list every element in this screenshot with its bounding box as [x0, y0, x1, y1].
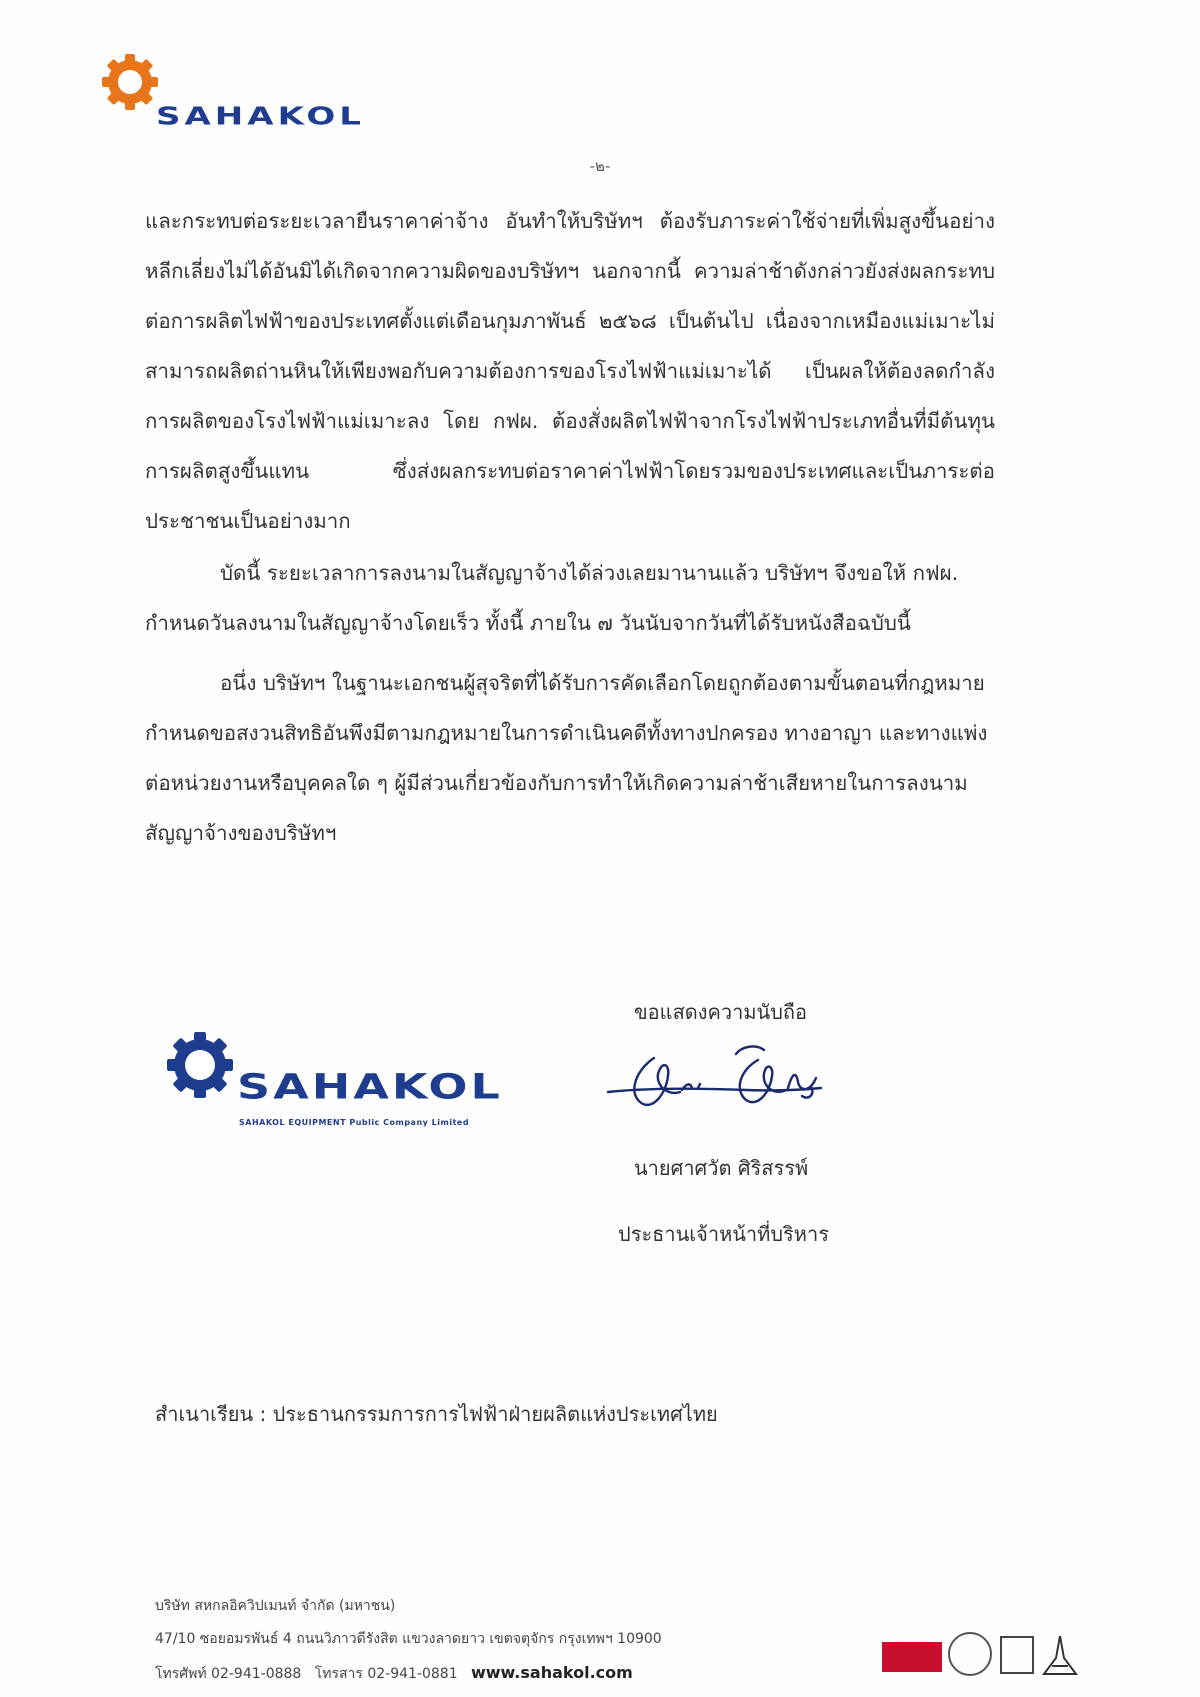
carbon-copy-line: สำเนาเรียน : ประธานกรรมการการไฟฟ้าฝ่ายผลิตแห่งประเทศไทย	[155, 1402, 718, 1426]
iso-cert-badge	[882, 1642, 942, 1672]
header-logo	[100, 52, 430, 142]
header-logo-text: SAHAKOL	[156, 102, 365, 131]
seal-logo-text: SAHAKOL	[237, 1066, 503, 1107]
tower-icon	[1042, 1634, 1078, 1676]
page-number: -๒-	[589, 157, 611, 175]
footer-company: บริษัท สหกลอิควิปเมนท์ จำกัด (มหาชน)	[155, 1598, 396, 1614]
body-paragraph-1: และกระทบต่อระยะเวลายืนราคาค่าจ้าง อันทำให้บริษัทฯ ต้องรับภาระค่าใช้จ่ายที่เพิ่มสูงขึ้นอย่างหลีกเลี่ยงไม่ได้อันมิได้เกิดจากความผิดของบริษัทฯ นอกจากนี้ ความล่าช้าดังกล่าวยังส่งผลกระทบต่อการผลิตไฟฟ้าของประเทศตั้งแต่เดือนกุมภาพันธ์ ๒๕๖๘ เป็นต้นไป เนื่องจากเหมืองแม่เมาะไม่สามารถผลิตถ่านหินให้เพียงพอกับความต้องการของโรงไฟฟ้าแม่เมาะได้ เป็นผลให้ต้องลดกำลังการผลิตของโรงไฟฟ้าแม่เมาะลง โดย กฟผ. ต้องสั่งผลิตไฟฟ้าจากโรงไฟฟ้าประเภทอื่นที่มีต้นทุนการผลิตสูงขึ้นแทน ซึ่งส่งผลกระทบต่อราคาค่าไฟฟ้าโดยรวมของประเทศและเป็นภาระต่อประชาชนเป็นอย่างมาก	[145, 209, 995, 533]
seal-tagline: SAHAKOL EQUIPMENT Public Company Limited	[239, 1118, 470, 1127]
ukas-crown-icon	[1000, 1636, 1034, 1674]
footer-website: www.sahakol.com	[470, 1663, 633, 1682]
company-seal-logo	[165, 1030, 545, 1140]
footer-address-line: 47/10 ซอยอมรพันธ์ 4 ถนนวิภาวดีรังสิต แขวงลาดยาว เขตจตุจักร กรุงเทพฯ 10900	[155, 1631, 662, 1647]
signer-title: ประธานเจ้าหน้าที่บริหาร	[618, 1222, 829, 1246]
closing-phrase: ขอแสดงความนับถือ	[634, 1000, 808, 1024]
gear-icon	[165, 1030, 235, 1100]
handwritten-signature	[606, 1030, 826, 1130]
body-paragraph-2: บัดนี้ ระยะเวลาการลงนามในสัญญาจ้างได้ล่วงเลยมานานแล้ว บริษัทฯ จึงขอให้ กฟผ. กำหนดวันลงนามในสัญญาจ้างโดยเร็ว ทั้งนี้ ภายใน ๗ วันนับจากวันที่ได้รับหนังสือฉบับนี้	[145, 561, 959, 635]
signer-name: นายศาศวัต ศิริสรรพ์	[634, 1156, 809, 1180]
gear-icon	[100, 52, 160, 112]
footer-phone: โทรศัพท์ 02-941-0888	[155, 1666, 302, 1682]
footer-address	[155, 1590, 662, 1691]
footer-fax: โทรสาร 02-941-0881	[314, 1666, 458, 1682]
body-paragraph-3: อนึ่ง บริษัทฯ ในฐานะเอกชนผู้สุจริตที่ได้รับการคัดเลือกโดยถูกต้องตามขั้นตอนที่กฎหมายกำหนดขอสงวนสิทธิอันพึงมีตามกฎหมายในการดำเนินคดีทั้งทางปกครอง ทางอาญา และทางแพ่งต่อหน่วยงานหรือบุคคลใด ๆ ผู้มีส่วนเกี่ยวข้องกับการทำให้เกิดความล่าช้าเสียหายในการลงนามสัญญาจ้างของบริษัทฯ	[145, 671, 988, 845]
certification-badges	[882, 1628, 1082, 1676]
bureau-veritas-seal-icon	[948, 1632, 992, 1676]
footer-contact	[155, 1656, 662, 1691]
